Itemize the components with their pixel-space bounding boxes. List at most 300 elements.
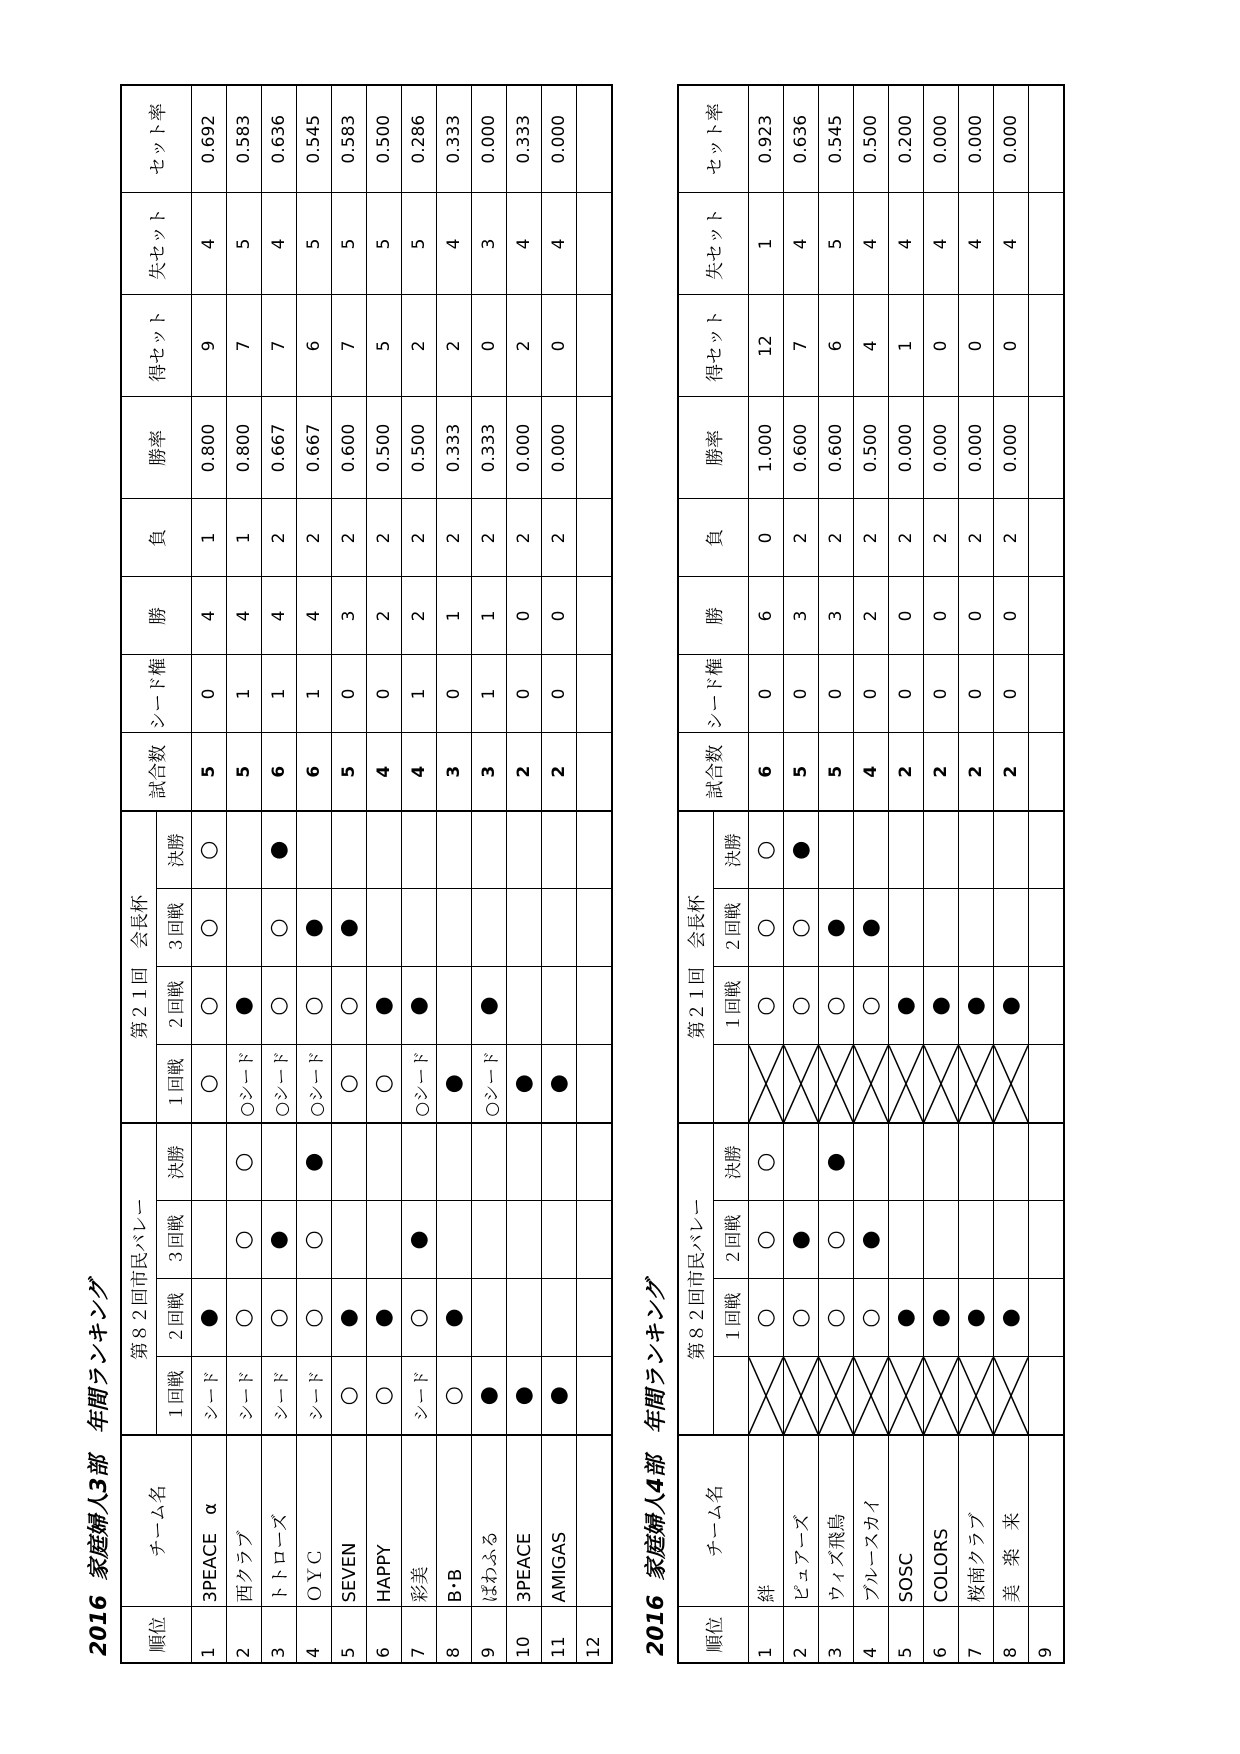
table-row — [994, 85, 1029, 1663]
rank-cell: 3 — [819, 1607, 854, 1663]
round-result-cell — [749, 967, 784, 1045]
team-name-cell: トトローズ — [262, 1435, 297, 1607]
win-rate-cell: 0.800 — [227, 397, 262, 499]
seed-cell: 0 — [889, 655, 924, 733]
seed-cell — [577, 655, 613, 733]
table-row — [472, 85, 507, 1663]
result-mark: ● — [788, 1230, 813, 1250]
round-result-cell — [784, 811, 819, 889]
header-round — [714, 1045, 749, 1123]
set-rate-cell: 0.000 — [959, 85, 994, 193]
round-result-cell — [507, 967, 542, 1045]
round-result-cell — [297, 1201, 332, 1279]
round-result-cell — [577, 1201, 613, 1279]
round-result-cell — [332, 1123, 367, 1201]
round-result-cell — [227, 1357, 262, 1435]
table-row — [227, 85, 262, 1663]
losses-cell: 1 — [227, 499, 262, 577]
round-result-cell — [854, 811, 889, 889]
round-result-cell — [367, 1279, 402, 1357]
team-name-cell — [1029, 1435, 1065, 1607]
team-name-cell: 桜南クラブ — [959, 1435, 994, 1607]
round-result-cell — [332, 967, 367, 1045]
round-result-cell — [889, 1279, 924, 1357]
result-mark: ● — [196, 1308, 221, 1328]
round-result-cell — [577, 967, 613, 1045]
result-mark: ● — [336, 1308, 361, 1328]
round-result-cell — [402, 967, 437, 1045]
sets-won-cell: 7 — [784, 295, 819, 397]
win-rate-cell: 0.600 — [332, 397, 367, 499]
rank-cell: 6 — [924, 1607, 959, 1663]
round-result-cell — [437, 811, 472, 889]
games-cell: 5 — [332, 733, 367, 811]
games-cell: 4 — [367, 733, 402, 811]
result-mark: ○ — [753, 1152, 778, 1172]
round-result-cell — [192, 889, 227, 967]
result-mark: ● — [893, 1308, 918, 1328]
sets-won-cell: 7 — [332, 295, 367, 397]
seed-cell: 0 — [819, 655, 854, 733]
result-mark: ○ — [301, 1308, 326, 1328]
result-mark: ○ — [823, 996, 848, 1016]
sets-lost-cell: 5 — [402, 193, 437, 295]
team-name-cell: ウィズ飛鳥 — [819, 1435, 854, 1607]
result-mark: ● — [893, 996, 918, 1016]
losses-cell: 2 — [297, 499, 332, 577]
round-result-cell — [402, 1123, 437, 1201]
round-result-cell — [577, 1123, 613, 1201]
seed-cell: 0 — [924, 655, 959, 733]
round-result-cell — [749, 1045, 784, 1123]
round-result-cell — [784, 1201, 819, 1279]
round-result-cell — [959, 1123, 994, 1201]
result-mark: ○ — [788, 1308, 813, 1328]
result-mark: ● — [546, 1386, 571, 1406]
win-rate-cell: 0.000 — [542, 397, 577, 499]
losses-cell: 2 — [367, 499, 402, 577]
sets-lost-cell — [577, 193, 613, 295]
result-mark: シード — [271, 1370, 292, 1422]
round-result-cell — [749, 1201, 784, 1279]
rank-cell: 8 — [994, 1607, 1029, 1663]
round-result-cell — [994, 1123, 1029, 1201]
games-cell: 2 — [889, 733, 924, 811]
round-result-cell — [332, 811, 367, 889]
cross-out-mark — [959, 1358, 993, 1435]
result-mark: ○ — [858, 996, 883, 1016]
seed-cell: 1 — [227, 655, 262, 733]
win-rate-cell: 0.000 — [507, 397, 542, 499]
header-sets-lost: 失セット — [121, 193, 192, 295]
round-result-cell — [577, 1045, 613, 1123]
result-mark: ● — [406, 996, 431, 1016]
round-result-cell — [437, 889, 472, 967]
result-mark: ○ — [753, 918, 778, 938]
result-mark: ● — [511, 1386, 536, 1406]
wins-cell: 1 — [437, 577, 472, 655]
rank-cell: 5 — [332, 1607, 367, 1663]
round-result-cell — [542, 889, 577, 967]
round-result-cell — [1029, 967, 1065, 1045]
header-round — [714, 1357, 749, 1435]
table-row — [854, 85, 889, 1663]
team-name-cell: ＯＹＣ — [297, 1435, 332, 1607]
wins-cell: 2 — [367, 577, 402, 655]
seed-cell: 0 — [542, 655, 577, 733]
header-tournament-2: 第２１回 会長杯 — [678, 811, 714, 1123]
round-result-cell — [819, 967, 854, 1045]
sets-won-cell: 0 — [542, 295, 577, 397]
sets-won-cell: 4 — [854, 295, 889, 397]
rank-cell: 2 — [227, 1607, 262, 1663]
set-rate-cell: 0.583 — [227, 85, 262, 193]
round-result-cell — [227, 1201, 262, 1279]
win-rate-cell: 0.000 — [889, 397, 924, 499]
round-result-cell — [472, 811, 507, 889]
round-result-cell — [437, 1357, 472, 1435]
rank-cell: 4 — [297, 1607, 332, 1663]
header-rank: 順位 — [121, 1607, 192, 1663]
round-result-cell — [192, 1201, 227, 1279]
wins-cell: 0 — [924, 577, 959, 655]
rank-cell: 10 — [507, 1607, 542, 1663]
result-mark: ○シード — [271, 1050, 292, 1117]
round-result-cell — [1029, 811, 1065, 889]
losses-cell: 2 — [542, 499, 577, 577]
header-sets-won: 得セット — [121, 295, 192, 397]
round-result-cell — [437, 1201, 472, 1279]
result-mark: ○ — [753, 840, 778, 860]
result-mark: ○ — [371, 1074, 396, 1094]
header-wins: 勝 — [121, 577, 192, 655]
result-mark: ● — [963, 996, 988, 1016]
sets-lost-cell: 5 — [819, 193, 854, 295]
header-set-rate: セット率 — [121, 85, 192, 193]
sets-lost-cell: 4 — [507, 193, 542, 295]
header-round: 決勝 — [714, 811, 749, 889]
result-mark: ○ — [788, 918, 813, 938]
round-result-cell — [367, 1123, 402, 1201]
table-row — [959, 85, 994, 1663]
round-result-cell — [924, 1123, 959, 1201]
result-mark: ● — [928, 996, 953, 1016]
round-result-cell — [749, 889, 784, 967]
round-result-cell — [924, 1045, 959, 1123]
round-result-cell — [402, 1045, 437, 1123]
win-rate-cell: 0.800 — [192, 397, 227, 499]
round-result-cell — [297, 811, 332, 889]
round-result-cell — [542, 1201, 577, 1279]
losses-cell: 1 — [192, 499, 227, 577]
result-mark: ○シード — [481, 1050, 502, 1117]
round-result-cell — [507, 1045, 542, 1123]
set-rate-cell: 0.000 — [994, 85, 1029, 193]
rank-cell: 4 — [854, 1607, 889, 1663]
result-mark: ● — [963, 1308, 988, 1328]
rank-cell: 2 — [784, 1607, 819, 1663]
table-row — [332, 85, 367, 1663]
round-result-cell — [1029, 1357, 1065, 1435]
result-mark: ○ — [196, 840, 221, 860]
round-result-cell — [924, 889, 959, 967]
sets-lost-cell: 4 — [924, 193, 959, 295]
set-rate-cell: 0.545 — [819, 85, 854, 193]
sets-won-cell — [577, 295, 613, 397]
sets-lost-cell: 4 — [262, 193, 297, 295]
result-mark: シード — [236, 1370, 257, 1422]
rank-cell: 3 — [262, 1607, 297, 1663]
round-result-cell — [542, 967, 577, 1045]
round-result-cell — [924, 967, 959, 1045]
header-losses: 負 — [678, 499, 749, 577]
cross-out-mark — [924, 1046, 958, 1123]
round-result-cell — [262, 967, 297, 1045]
games-cell: 4 — [402, 733, 437, 811]
round-result-cell — [542, 1123, 577, 1201]
win-rate-cell: 0.333 — [472, 397, 507, 499]
table-row — [402, 85, 437, 1663]
result-mark: ● — [823, 1152, 848, 1172]
header-tournament-2: 第２１回 会長杯 — [121, 811, 157, 1123]
table-row — [819, 85, 854, 1663]
round-result-cell — [367, 967, 402, 1045]
round-result-cell — [959, 1357, 994, 1435]
seed-cell: 0 — [507, 655, 542, 733]
games-cell: 2 — [994, 733, 1029, 811]
team-name-cell: ピュアーズ — [784, 1435, 819, 1607]
round-result-cell — [749, 1123, 784, 1201]
round-result-cell — [227, 889, 262, 967]
sets-won-cell: 0 — [924, 295, 959, 397]
cross-out-mark — [749, 1046, 783, 1123]
round-result-cell — [889, 889, 924, 967]
round-result-cell — [192, 811, 227, 889]
result-mark: ○ — [406, 1308, 431, 1328]
round-result-cell — [472, 1123, 507, 1201]
round-result-cell — [854, 1357, 889, 1435]
header-round: １回戦 — [714, 1279, 749, 1357]
round-result-cell — [297, 1123, 332, 1201]
result-mark: ● — [546, 1074, 571, 1094]
set-rate-cell: 0.500 — [854, 85, 889, 193]
result-mark: ○ — [196, 996, 221, 1016]
seed-cell: 1 — [472, 655, 507, 733]
losses-cell: 2 — [889, 499, 924, 577]
seed-cell — [1029, 655, 1065, 733]
round-result-cell — [924, 1201, 959, 1279]
table-row — [507, 85, 542, 1663]
result-mark: ● — [231, 996, 256, 1016]
round-result-cell — [227, 1123, 262, 1201]
round-result-cell — [819, 1279, 854, 1357]
rank-cell: 1 — [749, 1607, 784, 1663]
round-result-cell — [472, 967, 507, 1045]
wins-cell: 0 — [542, 577, 577, 655]
round-result-cell — [227, 811, 262, 889]
rank-cell: 8 — [437, 1607, 472, 1663]
round-result-cell — [1029, 1279, 1065, 1357]
header-row — [121, 85, 157, 1663]
header-round: 決勝 — [157, 1123, 192, 1201]
heading-title: 家庭婦人4部 年間ランキング — [644, 1280, 669, 1581]
result-mark: ○シード — [236, 1050, 257, 1117]
result-mark: ● — [823, 918, 848, 938]
round-result-cell — [262, 1123, 297, 1201]
seed-cell: 1 — [402, 655, 437, 733]
round-result-cell — [889, 1123, 924, 1201]
round-result-cell — [749, 1279, 784, 1357]
games-cell — [577, 733, 613, 811]
sets-won-cell: 12 — [749, 295, 784, 397]
set-rate-cell — [577, 85, 613, 193]
cross-out-mark — [889, 1358, 923, 1435]
result-mark: ○ — [301, 996, 326, 1016]
team-name-cell: B･B — [437, 1435, 472, 1607]
seed-cell: 0 — [994, 655, 1029, 733]
round-result-cell — [959, 1201, 994, 1279]
wins-cell — [577, 577, 613, 655]
round-result-cell — [332, 1357, 367, 1435]
round-result-cell — [227, 1279, 262, 1357]
wins-cell: 1 — [472, 577, 507, 655]
cross-out-mark — [994, 1046, 1028, 1123]
rank-cell: 11 — [542, 1607, 577, 1663]
win-rate-cell: 1.000 — [749, 397, 784, 499]
round-result-cell — [854, 889, 889, 967]
table-row — [1029, 85, 1065, 1663]
sets-lost-cell: 4 — [192, 193, 227, 295]
round-result-cell — [262, 889, 297, 967]
cross-out-mark — [889, 1046, 923, 1123]
result-mark: ● — [301, 918, 326, 938]
wins-cell: 4 — [192, 577, 227, 655]
result-mark: ○シード — [411, 1050, 432, 1117]
round-result-cell — [297, 889, 332, 967]
round-result-cell — [367, 889, 402, 967]
result-mark: ○ — [196, 918, 221, 938]
losses-cell: 2 — [472, 499, 507, 577]
sets-lost-cell: 4 — [437, 193, 472, 295]
result-mark: ● — [406, 1230, 431, 1250]
round-result-cell — [192, 1357, 227, 1435]
round-result-cell — [854, 1123, 889, 1201]
sets-won-cell: 0 — [959, 295, 994, 397]
sets-lost-cell: 4 — [784, 193, 819, 295]
losses-cell: 2 — [924, 499, 959, 577]
team-name-cell: SOSC — [889, 1435, 924, 1607]
losses-cell: 2 — [507, 499, 542, 577]
table-row — [889, 85, 924, 1663]
round-result-cell — [924, 1357, 959, 1435]
team-name-cell: HAPPY — [367, 1435, 402, 1607]
seed-cell: 0 — [437, 655, 472, 733]
rank-cell: 7 — [402, 1607, 437, 1663]
result-mark: ○ — [231, 1308, 256, 1328]
table-row — [262, 85, 297, 1663]
games-cell: 3 — [437, 733, 472, 811]
result-mark: ○ — [196, 1074, 221, 1094]
losses-cell: 2 — [959, 499, 994, 577]
round-result-cell — [472, 1279, 507, 1357]
sets-lost-cell: 5 — [297, 193, 332, 295]
games-cell: 4 — [854, 733, 889, 811]
result-mark: シード — [201, 1370, 222, 1422]
set-rate-cell: 0.923 — [749, 85, 784, 193]
cross-out-mark — [784, 1358, 818, 1435]
team-name-cell: 彩美 — [402, 1435, 437, 1607]
win-rate-cell: 0.667 — [262, 397, 297, 499]
round-result-cell — [507, 1279, 542, 1357]
team-name-cell: SEVEN — [332, 1435, 367, 1607]
result-mark: ● — [371, 1308, 396, 1328]
sets-won-cell: 7 — [227, 295, 262, 397]
seed-cell: 0 — [854, 655, 889, 733]
round-result-cell — [507, 1357, 542, 1435]
result-mark: ○ — [301, 1230, 326, 1250]
set-rate-cell: 0.333 — [437, 85, 472, 193]
round-result-cell — [1029, 1201, 1065, 1279]
round-result-cell — [994, 1045, 1029, 1123]
result-mark: ○ — [823, 1308, 848, 1328]
wins-cell: 0 — [959, 577, 994, 655]
header-round: ２回戦 — [157, 1279, 192, 1357]
win-rate-cell: 0.500 — [402, 397, 437, 499]
sets-lost-cell: 4 — [542, 193, 577, 295]
round-result-cell — [924, 1279, 959, 1357]
result-mark: ● — [441, 1308, 466, 1328]
result-mark: ● — [336, 918, 361, 938]
result-mark: ● — [998, 1308, 1023, 1328]
team-name-cell: AMIGAS — [542, 1435, 577, 1607]
result-mark: ○ — [753, 1308, 778, 1328]
result-mark: ● — [476, 1386, 501, 1406]
round-result-cell — [889, 1201, 924, 1279]
rank-cell: 7 — [959, 1607, 994, 1663]
round-result-cell — [1029, 889, 1065, 967]
losses-cell — [577, 499, 613, 577]
header-games: 試合数 — [678, 733, 749, 811]
header-games: 試合数 — [121, 733, 192, 811]
round-result-cell — [507, 889, 542, 967]
rank-cell: 9 — [472, 1607, 507, 1663]
header-win-rate: 勝率 — [678, 397, 749, 499]
set-rate-cell: 0.636 — [262, 85, 297, 193]
round-result-cell — [367, 811, 402, 889]
round-result-cell — [437, 967, 472, 1045]
team-name-cell: ブルースカイ — [854, 1435, 889, 1607]
round-result-cell — [994, 967, 1029, 1045]
sets-won-cell: 2 — [402, 295, 437, 397]
result-mark: ● — [371, 996, 396, 1016]
header-rank: 順位 — [678, 1607, 749, 1663]
table-row — [192, 85, 227, 1663]
set-rate-cell: 0.636 — [784, 85, 819, 193]
round-result-cell — [994, 1279, 1029, 1357]
round-result-cell — [542, 1045, 577, 1123]
round-result-cell — [889, 1045, 924, 1123]
sets-lost-cell — [1029, 193, 1065, 295]
round-result-cell — [262, 1357, 297, 1435]
result-mark: ● — [858, 1230, 883, 1250]
round-result-cell — [784, 1123, 819, 1201]
round-result-cell — [437, 1123, 472, 1201]
result-mark: ○ — [231, 1230, 256, 1250]
losses-cell: 2 — [994, 499, 1029, 577]
rank-cell: 6 — [367, 1607, 402, 1663]
round-result-cell — [472, 1045, 507, 1123]
win-rate-cell: 0.000 — [924, 397, 959, 499]
